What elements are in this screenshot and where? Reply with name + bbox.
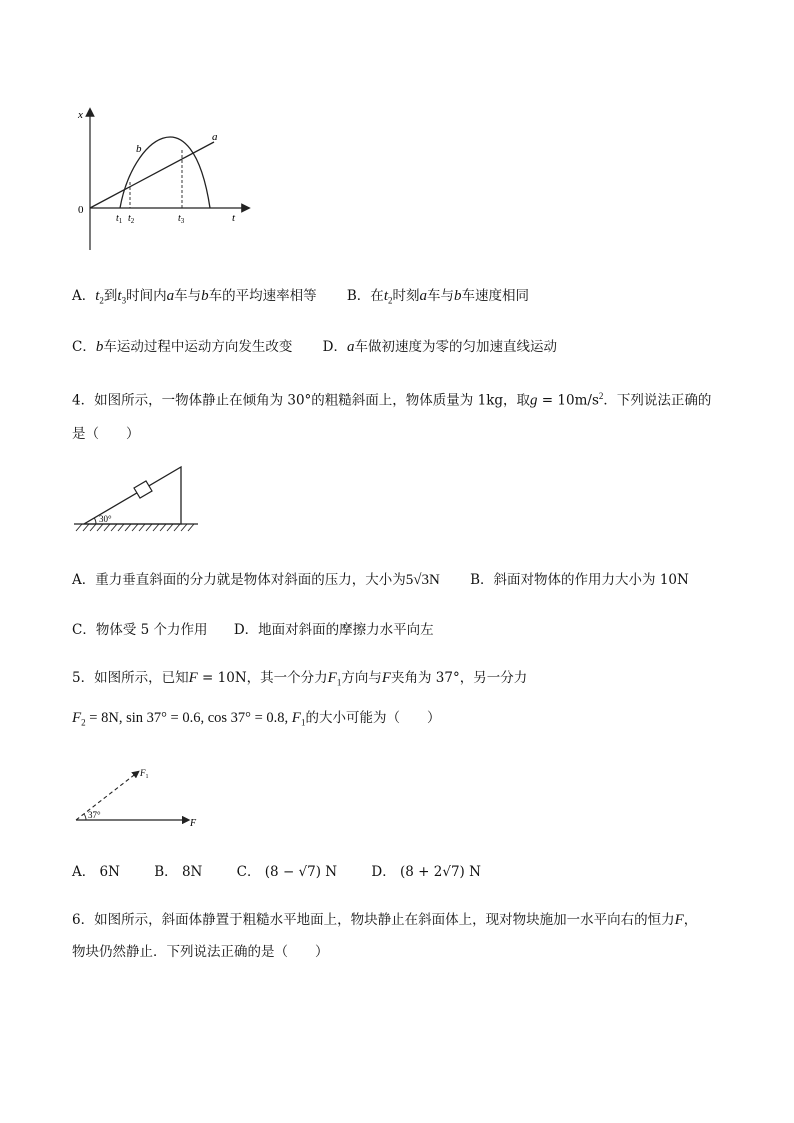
q5-option-c[interactable]: C． (8 − √7) N <box>236 864 338 880</box>
angle-arc <box>94 518 96 524</box>
block <box>134 481 152 498</box>
label-F1: $F_1$ <box>140 768 149 780</box>
xt-graph-figure <box>72 100 262 260</box>
q5-stem-line2: $F_2 = 8N$, sin 37° = 0.6, cos 37° = 0.8, $F_1$的大小可能为（ ） <box>72 710 441 728</box>
q3-options-row2 <box>72 337 557 357</box>
q4-stem-line1: 4．如图所示，一物体静止在倾角为 30°的粗糙斜面上，物体质量为 1kg，取$g = 10m/s^2$．下列说法正确的 <box>72 391 712 409</box>
q3-options-row1 <box>72 286 529 311</box>
q3-option-c[interactable]: C．b车运动过程中运动方向发生改变 <box>72 339 293 355</box>
label-b: b <box>136 143 142 155</box>
curve-b <box>120 137 210 208</box>
q4-option-b[interactable]: B．斜面对物体的作用力大小为 10N <box>470 572 689 588</box>
force-figure <box>72 762 207 832</box>
q4-option-a[interactable]: A．重力垂直斜面的分力就是物体对斜面的压力，大小为5√3N <box>72 572 440 588</box>
q4-option-c[interactable]: C．物体受 5 个力作用 <box>72 622 208 638</box>
q5-option-a[interactable]: A． 6N <box>72 864 120 880</box>
tick-t2: $t_2$ <box>128 213 135 225</box>
angle-arc-37 <box>84 814 86 820</box>
q3-option-a[interactable]: A．$t_2$到$t_3$时间内a车与b车的平均速率相等 <box>72 288 317 306</box>
q5-options <box>72 862 481 882</box>
line-a <box>90 142 214 208</box>
q3-option-b[interactable]: B．在$t_2$时刻a车与b车速度相同 <box>346 288 529 306</box>
q4-options-row2 <box>72 620 434 640</box>
incline-figure <box>72 455 202 535</box>
angle-label-37: 37° <box>88 810 101 820</box>
tick-t3: $t_3$ <box>178 213 185 225</box>
q5-option-b[interactable]: B． 8N <box>154 864 203 880</box>
label-F: F <box>190 818 197 829</box>
ground-hatch <box>76 524 194 531</box>
q6-stem-line2: 物块仍然静止．下列说法正确的是（ ） <box>72 944 329 960</box>
angle-label: 30° <box>99 514 112 524</box>
label-a: a <box>212 131 218 143</box>
x-axis-label: t <box>232 212 236 224</box>
q3-option-d[interactable]: D．a车做初速度为零的匀加速直线运动 <box>322 339 557 355</box>
y-axis-label: x <box>78 109 83 121</box>
q5-stem-line1: 5．如图所示，已知F = 10N，其一个分力$F_1$方向与F夹角为 37°，另一分力 <box>72 670 528 688</box>
q4-stem-line2: 是（ ） <box>72 426 140 442</box>
q4-options-row1 <box>72 570 689 590</box>
q4-option-d[interactable]: D．地面对斜面的摩擦力水平向左 <box>233 622 434 638</box>
force-F1-vector <box>76 772 138 820</box>
origin-label: 0 <box>78 204 84 216</box>
q5-option-d[interactable]: D． (8 + 2√7) N <box>371 864 481 880</box>
q6-stem-line1: 6．如图所示，斜面体静置于粗糙水平地面上，物块静止在斜面体上，现对物块施加一水平向右的恒力F， <box>72 912 698 928</box>
tick-t1: $t_1$ <box>116 213 123 225</box>
